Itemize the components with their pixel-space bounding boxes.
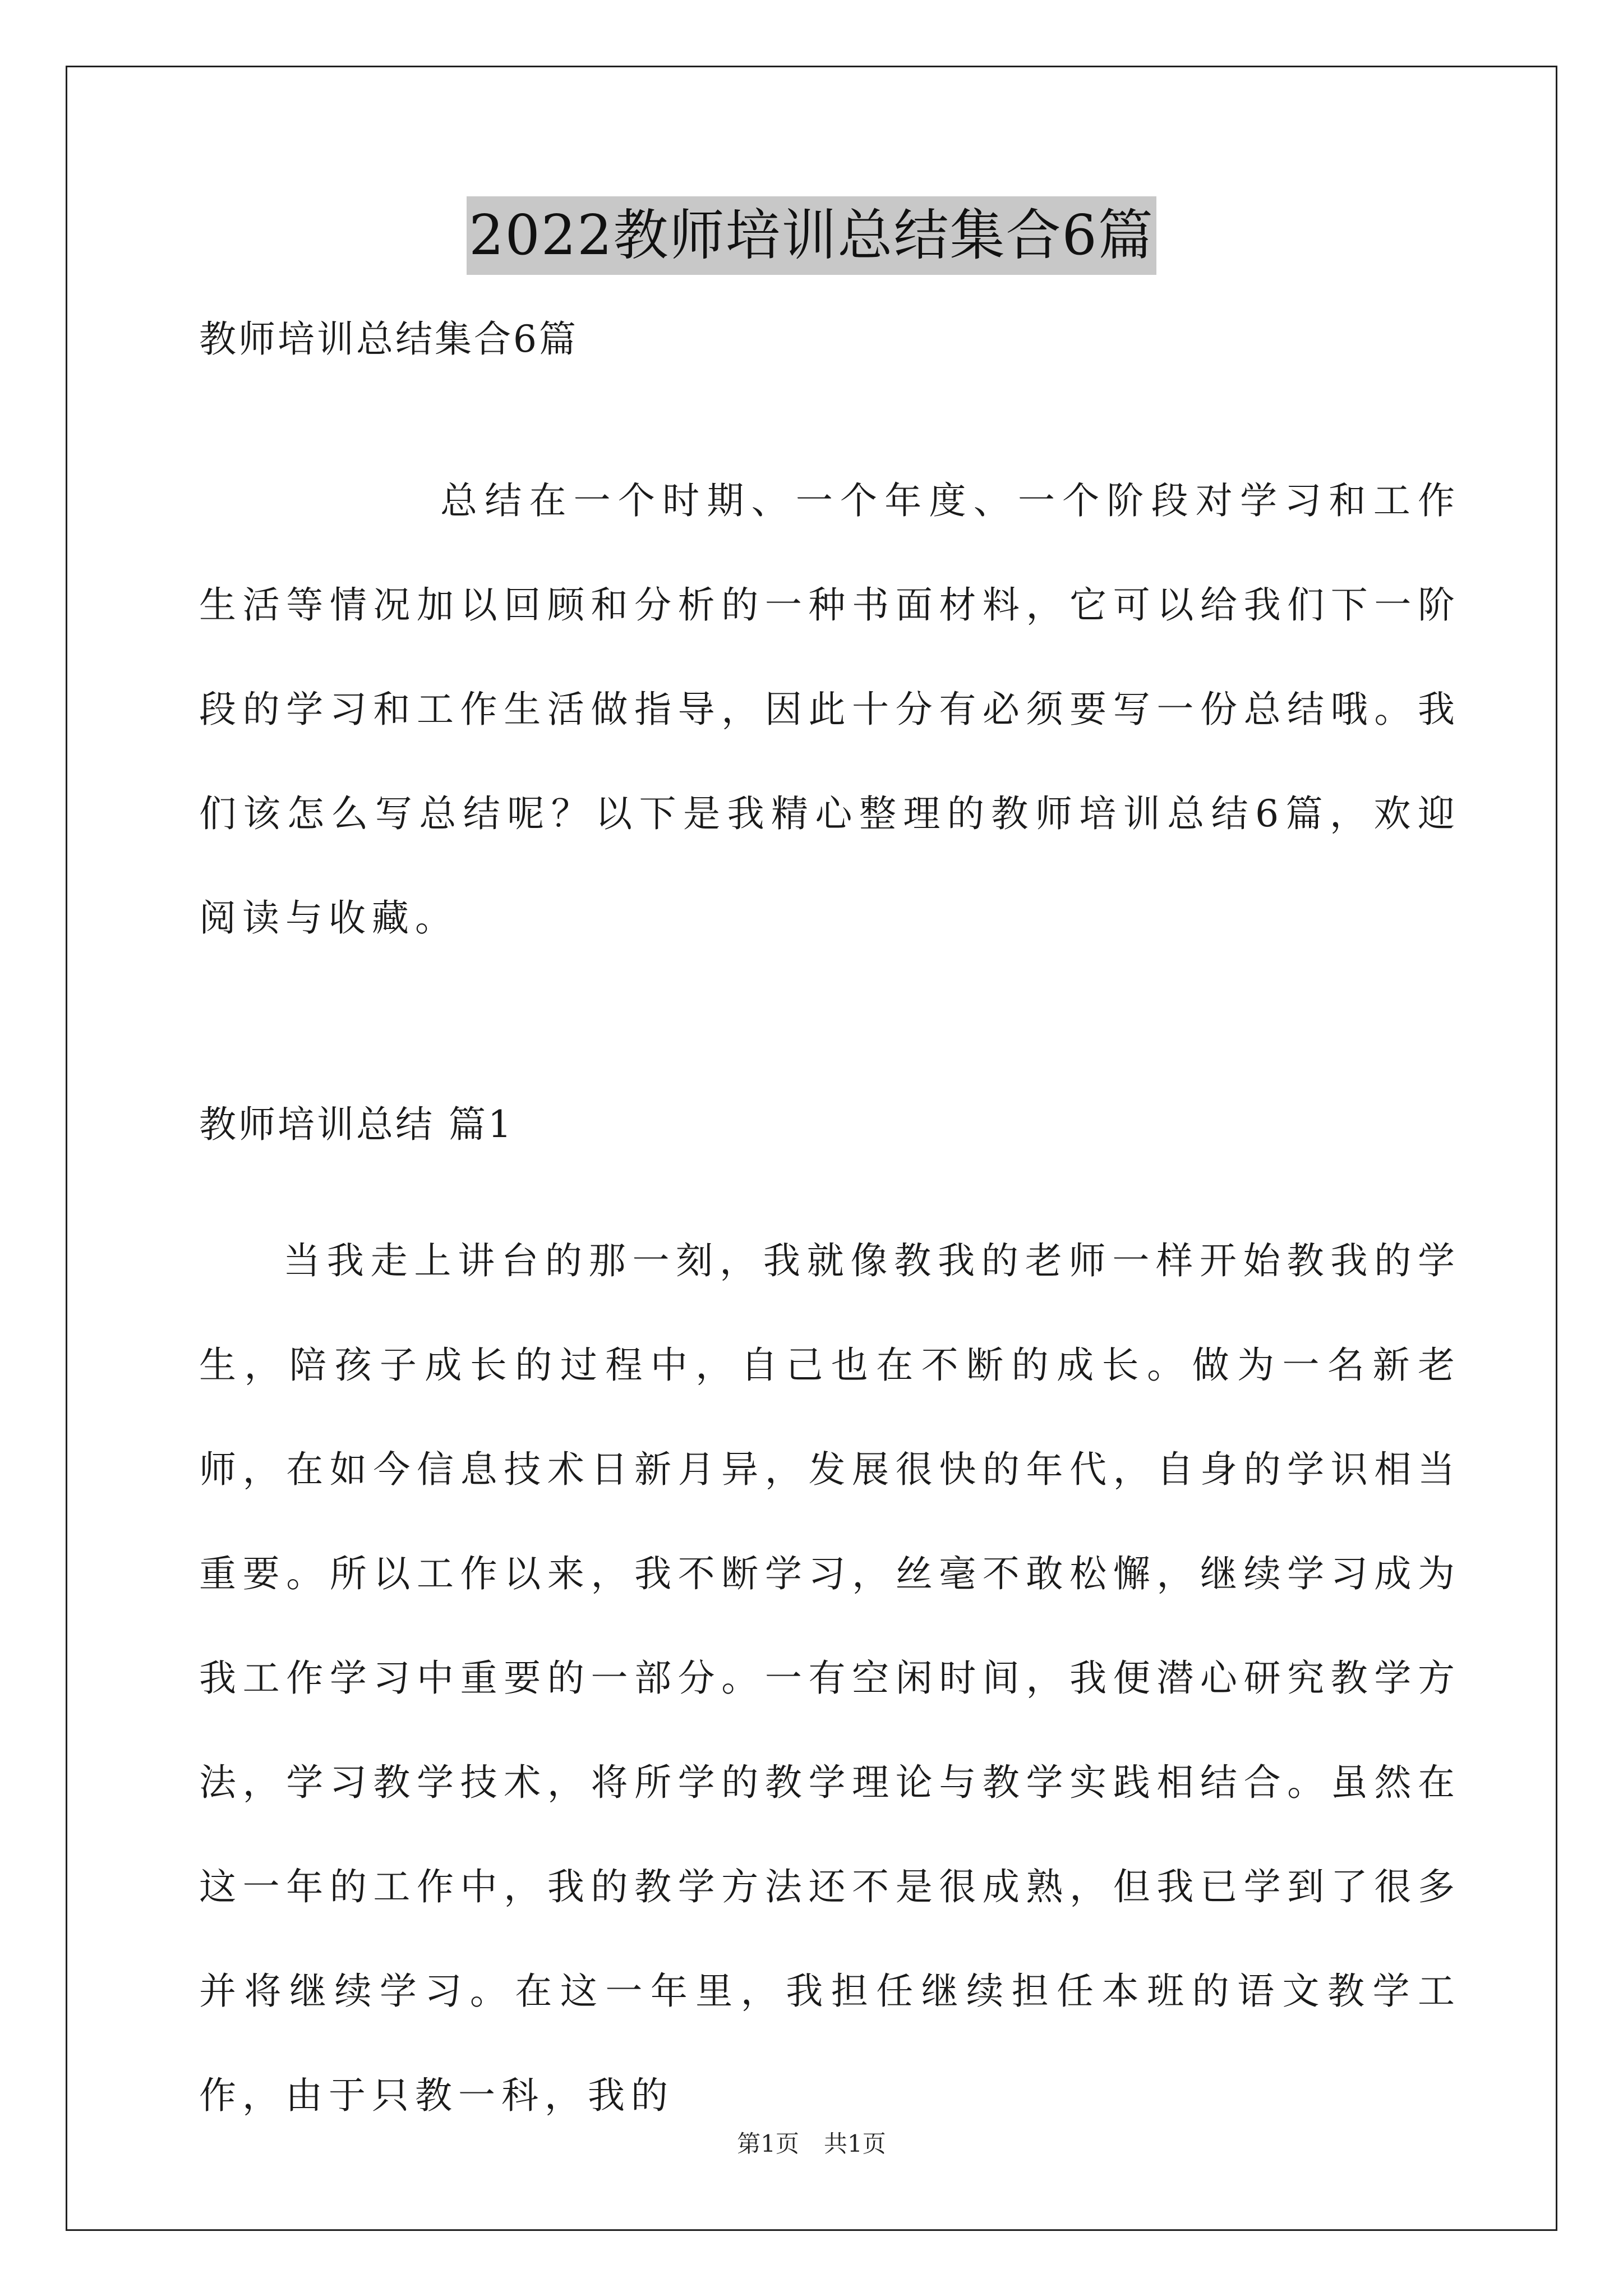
body-paragraph: 当我走上讲台的那一刻，我就像教我的老师一样开始教我的学生，陪孩子成长的过程中，自己也在不断的成长。做为一名新老师，在如今信息技术日新月异，发展很快的年代，自身的学识相当重要。所以工作以来，我不断学习，丝毫不敢松懈，继续学习成为我工作学习中重要的一部分。一有空闲时间，我便潜心研究教学方法，学习教学技术，将所学的教学理论与教学实践相结合。虽然在这一年的工作中，我的教学方法还不是很成熟，但我已学到了很多并将继续学习。在这一年里，我担任继续担任本班的语文教学工作，由于只教一科，我的 [199,1239,1461,2117]
page-number: 第1页 [737,2130,799,2157]
document-title: 2022教师培训总结集合6篇 [467,196,1156,275]
page-total: 共1页 [824,2130,886,2157]
intro-paragraph: 总结在一个时期、一个年度、一个阶段对学习和工作生活等情况加以回顾和分析的一种书面材料，它可以给我们下一阶段的学习和工作生活做指导，因此十分有必须要写一份总结哦。我们该怎么写总结呢？以下是我精心整理的教师培训总结6篇，欢迎阅读与收藏。 [199,479,1461,940]
document-subtitle: 教师培训总结集合6篇 [199,318,578,361]
page-footer [0,2127,1623,2161]
title-container [0,196,1623,275]
section-heading: 教师培训总结 篇1 [199,1103,514,1146]
